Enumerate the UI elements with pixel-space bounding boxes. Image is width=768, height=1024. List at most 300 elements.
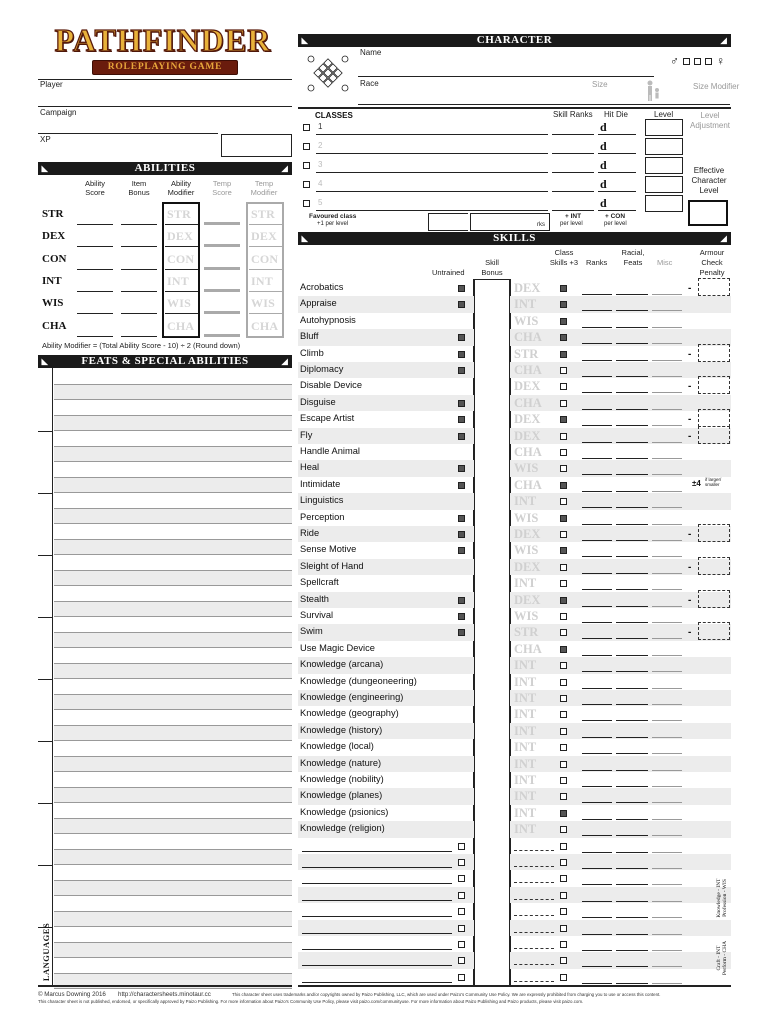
- class-skill-checkbox[interactable]: [560, 843, 567, 850]
- untrained-marker: [458, 515, 465, 522]
- skill-bonus-field[interactable]: [474, 952, 510, 968]
- class-skill-checkbox[interactable]: [560, 351, 567, 358]
- temp-score-field[interactable]: [204, 227, 240, 247]
- feat-row[interactable]: [54, 633, 292, 649]
- skill-bonus-field[interactable]: [474, 739, 510, 755]
- temp-score-field[interactable]: [204, 272, 240, 292]
- untrained-marker: [458, 531, 465, 538]
- fc-rks-label: rks: [537, 222, 545, 228]
- temp-score-field[interactable]: [204, 317, 240, 337]
- feat-row[interactable]: [54, 927, 292, 943]
- skill-bonus-field[interactable]: [474, 756, 510, 772]
- campaign-field[interactable]: [38, 114, 292, 132]
- custom-skill-row[interactable]: [298, 969, 731, 985]
- class-skill-checkbox[interactable]: [560, 875, 567, 882]
- skill-bonus-field[interactable]: [474, 706, 510, 722]
- ability-field[interactable]: [514, 981, 554, 982]
- skill-bonus-field[interactable]: [474, 296, 510, 312]
- skill-bonus-field[interactable]: [474, 805, 510, 821]
- feat-row[interactable]: [54, 912, 292, 928]
- skill-name: Knowledge (engineering): [300, 692, 404, 702]
- skill-bonus-field[interactable]: [474, 378, 510, 394]
- favoured-hp-box[interactable]: [428, 213, 468, 231]
- custom-skill-row[interactable]: [298, 838, 731, 854]
- class-skill-checkbox[interactable]: [560, 957, 567, 964]
- skill-bonus-field[interactable]: [474, 788, 510, 804]
- untrained-checkbox[interactable]: [458, 908, 465, 915]
- feat-row[interactable]: [54, 509, 292, 525]
- skill-bonus-field[interactable]: [474, 608, 510, 624]
- feat-row[interactable]: [54, 602, 292, 618]
- languages-label: LANGUAGES: [41, 922, 51, 982]
- skill-bonus-field[interactable]: [474, 903, 510, 919]
- untrained-checkbox[interactable]: [458, 859, 465, 866]
- skill-ability-ghost: DEX: [514, 559, 541, 574]
- skill-row[interactable]: Disable Device DEX -: [298, 378, 731, 394]
- class-number: 1: [318, 122, 323, 131]
- class-name-field[interactable]: [328, 118, 548, 134]
- skill-row[interactable]: [298, 493, 731, 509]
- ability-field[interactable]: [514, 882, 554, 883]
- skill-bonus-field[interactable]: [474, 542, 510, 558]
- item-bonus-field[interactable]: [121, 294, 157, 314]
- skill-row[interactable]: [298, 706, 731, 722]
- skill-ability-ghost: INT: [514, 805, 537, 820]
- class-level-box[interactable]: [645, 195, 683, 212]
- class-skill-checkbox[interactable]: [560, 367, 567, 374]
- custom-skill-row[interactable]: [298, 952, 731, 968]
- skill-name: Sleight of Hand: [300, 560, 364, 571]
- skill-name: Escape Artist: [300, 413, 355, 424]
- feat-row[interactable]: [54, 726, 292, 742]
- logo-subtitle: ROLEPLAYING GAME: [92, 60, 238, 75]
- feat-row[interactable]: [54, 958, 292, 974]
- class-checkbox[interactable]: [303, 162, 310, 169]
- skill-bonus-field[interactable]: [474, 854, 510, 870]
- ability-name-str: STR: [42, 208, 64, 220]
- ability-field[interactable]: [514, 932, 554, 933]
- item-bonus-field[interactable]: [121, 317, 157, 337]
- skill-bonus-field[interactable]: [474, 362, 510, 378]
- custom-skill-row[interactable]: [298, 903, 731, 919]
- skill-bonus-field[interactable]: [474, 641, 510, 657]
- feat-row[interactable]: [54, 416, 292, 432]
- untrained-checkbox[interactable]: [458, 925, 465, 932]
- race-field[interactable]: [358, 87, 558, 103]
- player-field[interactable]: [38, 86, 292, 106]
- class-skill-checkbox[interactable]: [560, 285, 567, 292]
- feat-row[interactable]: [54, 741, 292, 757]
- class-skill-checkbox[interactable]: [560, 383, 567, 390]
- favoured-class-label: Favoured class: [309, 213, 357, 220]
- skill-bonus-field[interactable]: [474, 313, 510, 329]
- class-skill-checkbox[interactable]: [560, 629, 567, 636]
- skill-ability-ghost: INT: [514, 822, 537, 837]
- female-checkbox[interactable]: [705, 58, 712, 65]
- skill-bonus-field[interactable]: [474, 674, 510, 690]
- custom-skill-row[interactable]: [298, 887, 731, 903]
- armour-check-penalty-field[interactable]: [698, 278, 730, 296]
- ability-field[interactable]: [514, 850, 554, 851]
- ability-field[interactable]: [514, 899, 554, 900]
- untrained-marker: [458, 334, 465, 341]
- col-armour-check-penalty: Armour Check Penalty: [699, 248, 725, 277]
- skill-row[interactable]: [298, 444, 731, 460]
- skill-row[interactable]: [298, 723, 731, 739]
- class-skill-checkbox[interactable]: [560, 810, 567, 817]
- skill-row[interactable]: [298, 690, 731, 706]
- skill-ability-ghost: CHA: [514, 395, 542, 410]
- skill-bonus-field[interactable]: [474, 493, 510, 509]
- class-skill-checkbox[interactable]: [560, 547, 567, 554]
- class-skill-checkbox[interactable]: [560, 416, 567, 423]
- skill-bonus-field[interactable]: [474, 280, 510, 296]
- custom-skill-row[interactable]: [298, 936, 731, 952]
- ability-score-field[interactable]: [77, 250, 113, 270]
- class-number: 4: [318, 179, 323, 188]
- skill-row[interactable]: [298, 788, 731, 804]
- skill-bonus-field[interactable]: [474, 772, 510, 788]
- armour-check-penalty-field[interactable]: [698, 426, 730, 444]
- class-skill-checkbox[interactable]: [560, 515, 567, 522]
- skill-bonus-field[interactable]: [474, 428, 510, 444]
- skill-row[interactable]: Swim STR -: [298, 624, 731, 640]
- banner-corner-icon: ◢: [720, 36, 728, 45]
- feat-row[interactable]: [54, 803, 292, 819]
- col-ability-modifier: Ability Modifier: [167, 179, 195, 197]
- skill-row[interactable]: [298, 460, 731, 476]
- skill-bonus-field[interactable]: [474, 477, 510, 493]
- class-skill-checkbox[interactable]: [560, 334, 567, 341]
- class-skill-checkbox[interactable]: [560, 662, 567, 669]
- skill-row[interactable]: Stealth DEX -: [298, 592, 731, 608]
- other-checkbox[interactable]: [694, 58, 701, 65]
- skill-row[interactable]: [298, 329, 731, 345]
- custom-skill-row[interactable]: [298, 870, 731, 886]
- skill-name: Knowledge (history): [300, 724, 383, 735]
- skill-bonus-field[interactable]: [474, 936, 510, 952]
- feat-row[interactable]: [54, 664, 292, 680]
- feat-row[interactable]: [54, 772, 292, 788]
- skill-row[interactable]: [298, 608, 731, 624]
- class-checkbox[interactable]: [303, 181, 310, 188]
- feat-row[interactable]: [54, 881, 292, 897]
- feat-row[interactable]: [54, 400, 292, 416]
- feat-row[interactable]: [54, 369, 292, 385]
- skill-row[interactable]: [298, 805, 731, 821]
- feat-row[interactable]: [54, 617, 292, 633]
- class-name-field[interactable]: [328, 194, 548, 210]
- armour-check-penalty-field[interactable]: [698, 622, 730, 640]
- untrained-marker: [458, 482, 465, 489]
- class-name-field[interactable]: [328, 175, 548, 191]
- skill-bonus-field[interactable]: [474, 624, 510, 640]
- feat-row[interactable]: [54, 385, 292, 401]
- feat-row[interactable]: [54, 834, 292, 850]
- skill-bonus-field[interactable]: [474, 920, 510, 936]
- armour-check-penalty-field[interactable]: [698, 409, 730, 427]
- class-skill-checkbox[interactable]: [560, 564, 567, 571]
- untrained-checkbox[interactable]: [458, 892, 465, 899]
- class-skill-checkbox[interactable]: [560, 974, 567, 981]
- skill-row[interactable]: Escape Artist DEX -: [298, 411, 731, 427]
- feat-row[interactable]: [54, 447, 292, 463]
- feat-row[interactable]: [54, 540, 292, 556]
- xp-label: XP: [40, 135, 51, 144]
- class-name-field[interactable]: [328, 137, 548, 153]
- ability-score-field[interactable]: [77, 294, 113, 314]
- class-number: 2: [318, 141, 323, 150]
- class-skill-checkbox[interactable]: [560, 400, 567, 407]
- item-bonus-field[interactable]: [121, 272, 157, 292]
- col-class-skills: Class Skills +3: [549, 248, 579, 267]
- ability-score-field[interactable]: [77, 272, 113, 292]
- skill-name: Survival: [300, 610, 334, 620]
- ability-formula: Ability Modifier = (Total Ability Score - 10) ÷ 2 (Round down): [42, 341, 241, 350]
- ability-field[interactable]: [514, 948, 554, 949]
- feat-row[interactable]: [54, 679, 292, 695]
- skill-bonus-field[interactable]: [474, 510, 510, 526]
- skill-bonus-field[interactable]: [474, 657, 510, 673]
- class-skill-checkbox[interactable]: [560, 744, 567, 751]
- skill-row[interactable]: [298, 756, 731, 772]
- class-skill-checkbox[interactable]: [560, 597, 567, 604]
- armour-check-penalty-field[interactable]: [698, 557, 730, 575]
- untrained-checkbox[interactable]: [458, 957, 465, 964]
- skill-bonus-field[interactable]: [474, 411, 510, 427]
- skill-bonus-field[interactable]: [474, 526, 510, 542]
- ability-field[interactable]: [514, 915, 554, 916]
- skill-name: Knowledge (psionics): [300, 806, 389, 817]
- feat-row[interactable]: [54, 648, 292, 664]
- female-icon[interactable]: ♀: [716, 54, 725, 68]
- ability-modifier-ghost: DEX: [167, 229, 193, 244]
- class-checkbox[interactable]: [303, 143, 310, 150]
- skill-bonus-field[interactable]: [474, 821, 510, 837]
- pathfinder-logo: [52, 22, 274, 80]
- skill-name: Fly: [300, 429, 313, 440]
- class-level-box[interactable]: [645, 119, 683, 136]
- class-checkbox[interactable]: [303, 200, 310, 207]
- skill-row[interactable]: [298, 657, 731, 673]
- skill-bonus-field[interactable]: [474, 395, 510, 411]
- class-skill-checkbox[interactable]: [560, 695, 567, 702]
- feat-row[interactable]: [54, 757, 292, 773]
- feat-row[interactable]: [54, 524, 292, 540]
- class-skill-checkbox[interactable]: [560, 531, 567, 538]
- untrained-checkbox[interactable]: [458, 875, 465, 882]
- feat-row[interactable]: [54, 943, 292, 959]
- custom-skill-row[interactable]: [298, 920, 731, 936]
- ability-field[interactable]: [514, 866, 554, 867]
- feat-row[interactable]: [54, 493, 292, 509]
- feat-row[interactable]: [54, 896, 292, 912]
- feat-row[interactable]: [54, 850, 292, 866]
- skill-row[interactable]: [298, 395, 731, 411]
- skill-row[interactable]: [298, 772, 731, 788]
- skill-bonus-field[interactable]: [474, 969, 510, 985]
- feat-row[interactable]: [54, 431, 292, 447]
- skill-ability-ghost: INT: [514, 494, 537, 509]
- feat-row[interactable]: [54, 788, 292, 804]
- ability-field[interactable]: [514, 964, 554, 965]
- armour-check-penalty-field[interactable]: [698, 590, 730, 608]
- custom-skill-row[interactable]: [298, 854, 731, 870]
- skill-ability-ghost: INT: [514, 756, 537, 771]
- male-icon[interactable]: ♂: [670, 54, 679, 68]
- skill-ability-ghost: INT: [514, 691, 537, 705]
- skill-row[interactable]: [298, 575, 731, 591]
- skill-bonus-field[interactable]: [474, 346, 510, 362]
- ability-score-field[interactable]: [77, 317, 113, 337]
- ability-name-int: INT: [42, 274, 62, 287]
- untrained-checkbox[interactable]: [458, 941, 465, 948]
- class-skill-checkbox[interactable]: [560, 728, 567, 735]
- skill-row[interactable]: Fly DEX -: [298, 428, 731, 444]
- plus-int-label: + INT: [565, 213, 582, 220]
- class-skill-checkbox[interactable]: [560, 498, 567, 505]
- col-temp-modifier: Temp Modifier: [250, 179, 278, 197]
- skill-bonus-field[interactable]: [474, 887, 510, 903]
- temp-modifier-ghost: DEX: [251, 229, 277, 244]
- feat-row[interactable]: [54, 571, 292, 587]
- col-ability-score: Ability Score: [84, 179, 105, 197]
- class-level-box[interactable]: [645, 138, 683, 155]
- temp-score-field[interactable]: [204, 294, 240, 314]
- xp-next-level-box[interactable]: [221, 134, 292, 157]
- class-skill-checkbox[interactable]: [560, 777, 567, 784]
- item-bonus-field[interactable]: [121, 227, 157, 247]
- skill-ability-ghost: INT: [514, 297, 537, 312]
- feat-row[interactable]: [54, 819, 292, 835]
- size-label: Size: [592, 80, 608, 89]
- skill-row[interactable]: [298, 821, 731, 837]
- gender-selector[interactable]: [670, 52, 730, 72]
- skill-bonus-field[interactable]: [474, 723, 510, 739]
- class-checkbox[interactable]: [303, 124, 310, 131]
- skill-row[interactable]: [298, 542, 731, 558]
- skill-name: Bluff: [300, 331, 319, 342]
- skill-row[interactable]: Climb STR -: [298, 346, 731, 362]
- ability-name-wis: WIS: [42, 297, 64, 310]
- skill-row[interactable]: [298, 739, 731, 755]
- hit-die-label: d: [600, 139, 607, 153]
- class-level-box[interactable]: [645, 176, 683, 193]
- class-skill-checkbox[interactable]: [560, 826, 567, 833]
- feat-row[interactable]: [54, 478, 292, 494]
- class-skill-checkbox[interactable]: [560, 761, 567, 768]
- class-skill-checkbox[interactable]: [560, 892, 567, 899]
- class-level-box[interactable]: [645, 157, 683, 174]
- size-modifier-label: Size Modifier: [693, 82, 740, 91]
- skill-ability-ghost: STR: [514, 346, 539, 361]
- feat-row[interactable]: [54, 865, 292, 881]
- class-skill-checkbox[interactable]: [560, 301, 567, 308]
- plus-con-label: + CON: [605, 213, 626, 220]
- class-skill-checkbox[interactable]: [560, 433, 567, 440]
- skill-bonus-field[interactable]: [474, 444, 510, 460]
- untrained-checkbox[interactable]: [458, 843, 465, 850]
- class-skill-checkbox[interactable]: [560, 679, 567, 686]
- alignment-grid-icon[interactable]: [302, 50, 354, 96]
- class-skill-checkbox[interactable]: [560, 793, 567, 800]
- skill-bonus-field[interactable]: [474, 559, 510, 575]
- skill-row[interactable]: Ride DEX -: [298, 526, 731, 542]
- skills-banner: ◣ SKILLS ◢: [298, 232, 731, 245]
- skill-name: Perception: [300, 511, 345, 522]
- class-skill-checkbox[interactable]: [560, 859, 567, 866]
- class-skill-checkbox[interactable]: [560, 711, 567, 718]
- skill-bonus-field[interactable]: [474, 575, 510, 591]
- skill-ability-ghost: INT: [514, 789, 537, 804]
- skill-bonus-field[interactable]: [474, 592, 510, 608]
- skill-row[interactable]: [298, 641, 731, 657]
- ability-score-field[interactable]: [77, 227, 113, 247]
- feat-row[interactable]: [54, 710, 292, 726]
- ability-score-field[interactable]: [77, 205, 113, 225]
- untrained-checkbox[interactable]: [458, 974, 465, 981]
- feat-row[interactable]: [54, 555, 292, 571]
- skill-bonus-field[interactable]: [474, 329, 510, 345]
- temp-score-field[interactable]: [204, 250, 240, 270]
- armour-check-penalty-field[interactable]: [698, 524, 730, 542]
- footer-url[interactable]: http://charactersheets.minotaur.cc: [118, 991, 211, 998]
- skill-row[interactable]: [298, 510, 731, 526]
- class-skill-checkbox[interactable]: [560, 465, 567, 472]
- skill-row[interactable]: [298, 477, 731, 493]
- class-skill-checkbox[interactable]: [560, 318, 567, 325]
- temp-modifier-ghost: STR: [251, 207, 275, 221]
- skill-row[interactable]: Sleight of Hand DEX -: [298, 559, 731, 575]
- banner-corner-icon: ◣: [41, 164, 49, 173]
- untrained-marker: [458, 613, 465, 620]
- intimidate-size-sub: if larger/ smaller: [705, 476, 722, 487]
- skill-row[interactable]: [298, 674, 731, 690]
- untrained-marker: [458, 629, 465, 636]
- item-bonus-field[interactable]: [121, 250, 157, 270]
- class-skill-checkbox[interactable]: [560, 925, 567, 932]
- class-skill-checkbox[interactable]: [560, 482, 567, 489]
- class-skill-checkbox[interactable]: [560, 646, 567, 653]
- armour-check-penalty-field[interactable]: [698, 376, 730, 394]
- name-field[interactable]: [358, 56, 648, 76]
- ability-modifier-ghost: INT: [167, 273, 189, 288]
- male-checkbox[interactable]: [683, 58, 690, 65]
- skill-row[interactable]: [298, 296, 731, 312]
- skill-row[interactable]: [298, 362, 731, 378]
- class-skill-checkbox[interactable]: [560, 941, 567, 948]
- feat-row[interactable]: [54, 695, 292, 711]
- logo-title: PATHFINDER: [54, 22, 272, 58]
- feat-row[interactable]: [54, 586, 292, 602]
- class-skill-checkbox[interactable]: [560, 613, 567, 620]
- skill-bonus-field[interactable]: [474, 838, 510, 854]
- skill-row[interactable]: Acrobatics DEX -: [298, 280, 731, 296]
- item-bonus-field[interactable]: [121, 205, 157, 225]
- class-skill-checkbox[interactable]: [560, 449, 567, 456]
- feat-row[interactable]: [54, 462, 292, 478]
- class-skill-checkbox[interactable]: [560, 580, 567, 587]
- skill-bonus-field[interactable]: [474, 690, 510, 706]
- skill-bonus-field[interactable]: [474, 460, 510, 476]
- class-skill-checkbox[interactable]: [560, 908, 567, 915]
- ecl-box[interactable]: [688, 200, 728, 226]
- skill-row[interactable]: [298, 313, 731, 329]
- temp-score-field[interactable]: [204, 205, 240, 225]
- skill-bonus-field[interactable]: [474, 870, 510, 886]
- class-name-field[interactable]: [328, 156, 548, 172]
- armour-check-penalty-field[interactable]: [698, 344, 730, 362]
